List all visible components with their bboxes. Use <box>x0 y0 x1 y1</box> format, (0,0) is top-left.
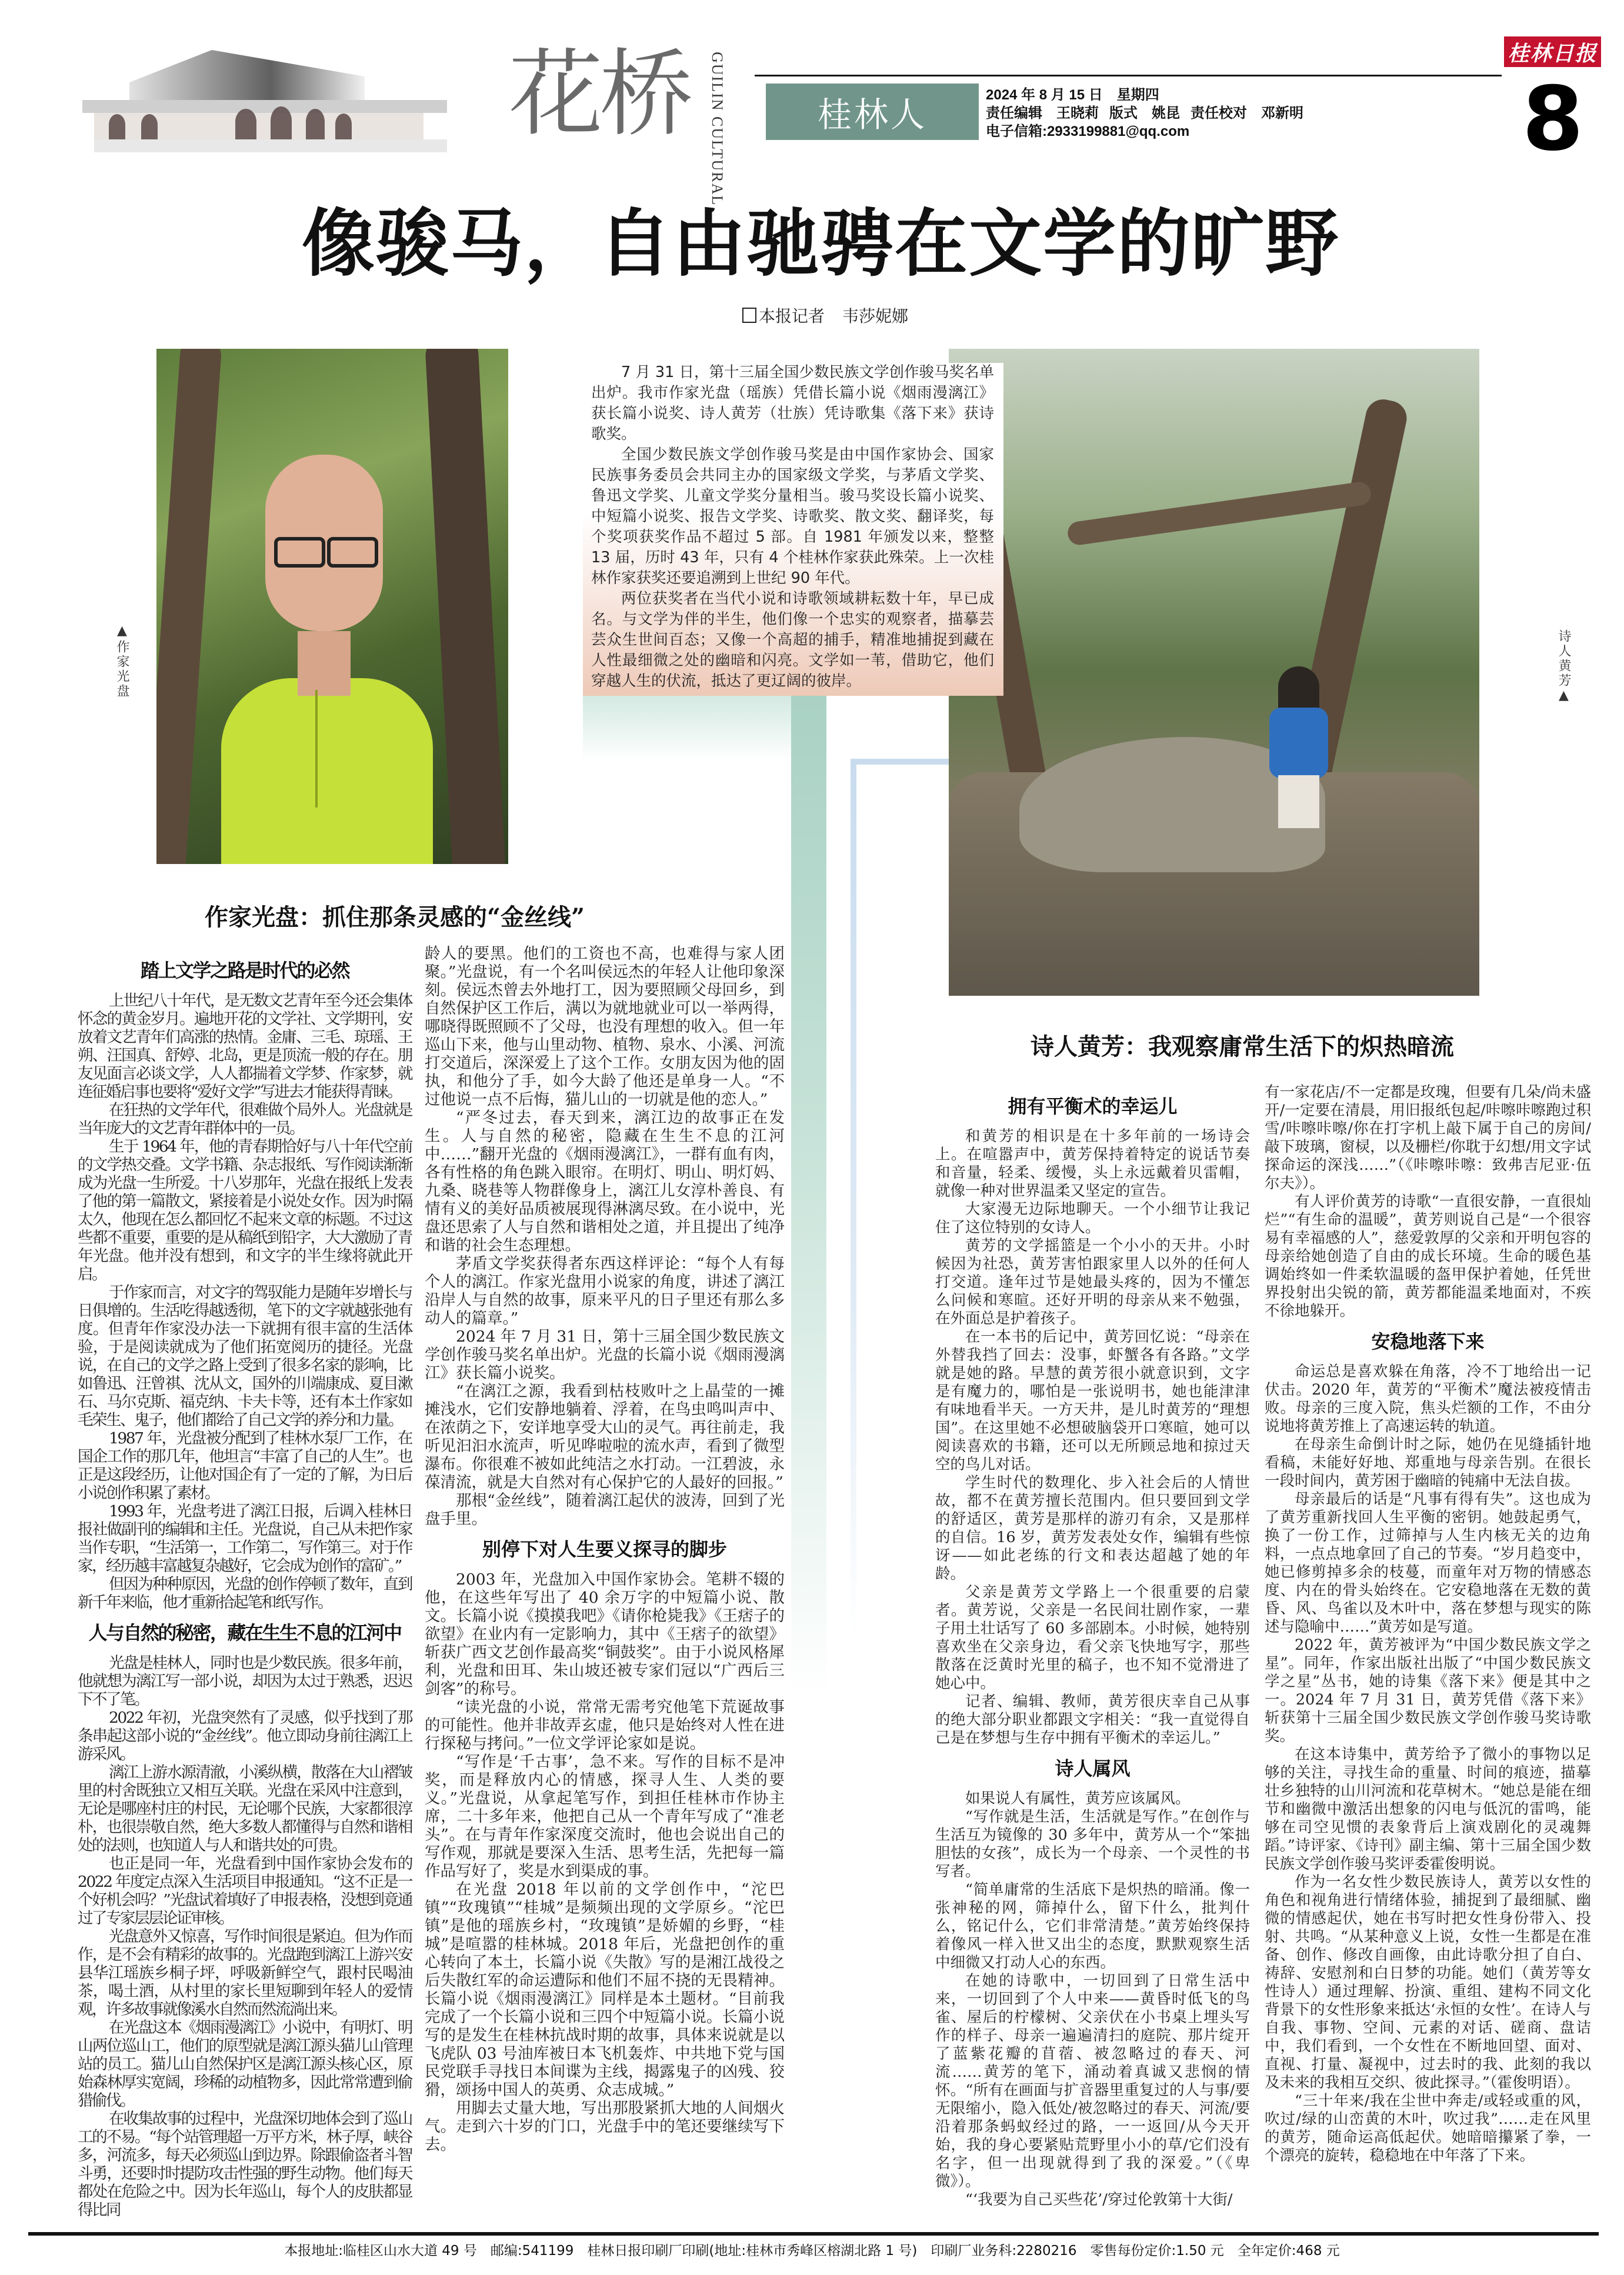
paragraph: 茅盾文学奖获得者东西这样评论：“每个人有每个人的漓江。作家光盘用小说家的角度，讲述了漓江沿岸人与自然的故事，原来平凡的日子里还有那么多动人的篇章。” <box>425 1255 785 1327</box>
paragraph: 大家漫无边际地聊天。一个小细节让我记住了这位特别的女诗人。 <box>935 1200 1250 1236</box>
decorative-band <box>583 696 826 760</box>
page-number: 8 <box>1522 68 1584 171</box>
paragraph: “在漓江之源，我看到枯枝败叶之上晶莹的一摊摊浅水，它们安静地躺着、浮着，在鸟虫鸣叫声中、在浓荫之下，安详地享受大山的灵气。再往前走，我听见汩汩水流声，听见哗啦啦的流水声，看到了微型瀑布。你很难不被如此纯洁之水打动。一江碧波，永葆清流，就是大自然对有心保护它的人最好的回报。” <box>425 1382 785 1492</box>
editor-credit: 责任校对 邓新明 <box>1191 105 1303 121</box>
decorative-line <box>851 759 949 765</box>
paragraph: 1987 年，光盘被分配到了桂林水泵厂工作，在国企工作的那几年，他坦言“丰富了自己的人生”。也正是这段经历，让他对国企有了一定的了解，为日后小说创作积累了素材。 <box>78 1429 412 1502</box>
paragraph: 但因为种种原因，光盘的创作停顿了数年，直到新千年来临，他才重新拾起笔和纸写作。 <box>78 1575 412 1612</box>
paragraph: 和黄芳的相识是在十多年前的一场诗会上。在喧嚣声中，黄芳保持着特定的说话节奏和音量，轻柔、缓慢，头上永远戴着贝雷帽，就像一种对世界温柔又坚定的宣告。 <box>935 1128 1250 1200</box>
paragraph: “‘我要为自己买些花’/穿过伦敦第十大街/ <box>965 2191 1233 2209</box>
paragraph: “写作就是生活，生活就是写作。”在创作与生活互为镜像的 30 多年中，黄芳从一个“笨拙胆怯的女孩”，成长为一个母亲、一个灵性的书写者。 <box>935 1808 1250 1880</box>
paragraph: 在光盘 2018 年以前的文学创作中，“沱巴镇”“玫瑰镇”“桂城”是频频出现的文学原乡。“沱巴镇”是他的瑶族乡村，“玫瑰镇”是娇媚的乡野，“桂城”是喧嚣的桂林城。2018 年后，光盘把创作的重心转向了本土，长篇小说《失散》写的是湘江战役之后失散红军的命运遭际和他们不屈不挠的无畏精神。长篇小说《烟雨漫漓江》同样是本土题材。“目前我完成了一个长篇小说和三四个中短篇小说。长篇小说写的是发生在桂林抗战时期的故事，具体来说就是以飞虎队 03 号油库被日本飞机轰炸、中共地下党与国民党联手寻找日本间谍为主线，揭露鬼子的凶残、狡猾，颂扬中国人的英勇、众志成城。” <box>425 1880 785 2099</box>
paragraph: 光盘是桂林人，同时也是少数民族。很多年前，他就想为漓江写一部小说，却因为太过于熟悉，迟迟下不了笔。 <box>78 1654 412 1709</box>
article-column <box>1265 1083 1591 2165</box>
editor-credits <box>986 104 1314 122</box>
paragraph: 2022 年，黄芳被评为“中国少数民族文学之星”。同年，作家出版社出版了“中国少数民族文学之星”丛书，她的诗集《落下来》便是其中之一。2024 年 7 月 31 日，黄芳凭借《落下来》斩获第十三届全国少数民族文学创作骏马奖诗歌奖。 <box>1265 1636 1591 1745</box>
photo-caption: 诗人黄芳▲ <box>1556 629 1571 705</box>
issue-info <box>986 86 1314 141</box>
paragraph: 在收集故事的过程中，光盘深切地体会到了巡山工的不易。“每个站管理超一万平方米，林子厚，峡谷多，河流多，每天必须巡山到边界。除跟偷盗者斗智斗勇，还要时时提防攻击性强的野生动物。他们每天都处在危险之中。因为长年巡山，每个人的皮肤都显得比同 <box>78 2110 412 2219</box>
newspaper-logo: 桂林日报 <box>1504 36 1601 67</box>
article-title-huang-fang: 诗人黄芳：我观察庸常生活下的炽热暗流 <box>1031 1033 1454 1060</box>
paragraph: 光盘意外又惊喜，写作时间很是紧迫。但为作而作，是不会有精彩的故事的。光盘跑到漓江上游兴安县华江瑶族乡桐子坪，呼吸新鲜空气，跟村民喝油茶，喝土酒，从村里的家长里短聊到年轻人的爱情观，许多故事就像溪水自然而然流淌出来。 <box>78 1927 412 2019</box>
paragraph: 父亲是黄芳文学路上一个很重要的启蒙者。黄芳说，父亲是一名民间壮剧作家，一辈子用土壮话写了 60 多部剧本。小时候，她特别喜欢坐在父亲身边，看父亲飞快地写字，那些散落在泛黄时光里的稿子，也不知不觉滑进了她心中。 <box>935 1583 1250 1692</box>
paragraph: “写作是‘千古事’，急不来。写作的目标不是冲奖，而是释放内心的情感，探寻人生、人类的要义。”光盘说，从拿起笔写作，到担任桂林市作协主席，二十多年来，他把自己从一个青年写成了“准老头”。在与青年作家深度交流时，他也会说出自己的写作观，那就是要深入生活、思考生活，先把每一篇作品写好了，奖是水到渠成的事。 <box>425 1753 785 1880</box>
paragraph: “严冬过去，春天到来，漓江边的故事正在发生。人与自然的秘密，隐藏在生生不息的江河中……”翻开光盘的《烟雨漫漓江》，一群有血有肉，各有性格的角色跳入眼帘。在明灯、明山、明灯妈、九桑、晓巷等人物群像身上，漓江儿女淳朴善良、有情有义的美好品质被展现得淋漓尽致。在小说中，光盘还思索了人与自然和谐相处之道，并且提出了纯净和谐的社会生态理想。 <box>425 1109 785 1255</box>
headline: 像骏马，自由驰骋在文学的旷野 <box>301 202 1339 286</box>
paragraph: 2022 年初，光盘突然有了灵感，似乎找到了那条串起这部小说的“金丝线”。他立即动身前往漓江上游采风。 <box>78 1709 412 1763</box>
paragraph: 记者、编辑、教师，黄芳很庆幸自己从事的绝大部分职业都跟文字相关：“我一直觉得自己是在梦想与生存中拥有平衡术的幸运儿。” <box>935 1693 1250 1747</box>
byline-box-icon <box>742 308 756 323</box>
paragraph: 在一本书的后记中，黄芳回忆说：“母亲在外替我挡了回去：没事，虾蟹各有各路。”文学就是她的路。早慧的黄芳很小就意识到，文字是有魔力的，哪怕是一张说明书，她也能津津有味地看半天。一方天井，是儿时黄芳的“理想国”。在这里她不必想破脑袋开口寒暄，她可以阅读喜欢的书籍，还可以无所顾忌地和掠过天空的鸟儿对话。 <box>935 1328 1250 1473</box>
section-heading: 别停下对人生要义探寻的脚步 <box>482 1538 727 1560</box>
paragraph: 2003 年，光盘加入中国作家协会。笔耕不辍的他，在这些年写出了 40 余万字的中短篇小说、散文。长篇小说《摸摸我吧》《请你枪毙我》《王痞子的欲望》在业内有一定影响力，其中《王痞子的欲望》斩获广西文艺创作最高奖“铜鼓奖”。由于小说风格犀利，光盘和田耳、朱山坡还被专家们冠以“广西后三剑客”的称号。 <box>425 1570 785 1698</box>
intro-lead <box>591 362 994 692</box>
intro-paragraph: 全国少数民族文学创作骏马奖是由中国作家协会、国家民族事务委员会共同主办的国家级文学奖，与茅盾文学奖、鲁迅文学奖、儿童文学奖分量相当。骏马奖设长篇小说奖、中短篇小说奖、报告文学奖、诗歌奖、散文奖、翻译奖，每个奖项获奖作品不超过 5 部。自 1981 年颁发以来，整整 13 届，历时 43 年，只有 4 个桂林作家获此殊荣。上一次桂林作家获奖还要追溯到上世纪 90 年代。 <box>591 446 994 587</box>
issue-date: 2024 年 8 月 15 日 星期四 <box>986 87 1159 103</box>
paragraph: 命运总是喜欢躲在角落，冷不丁地给出一记伏击。2020 年，黄芳的“平衡术”魔法被疫情击败。母亲的三度入院，焦头烂额的工作，不由分说地将黄芳推上了高速运转的轨道。 <box>1265 1363 1591 1435</box>
paragraph: 在这本诗集中，黄芳给予了微小的事物以足够的关注，寻找生命的重量、时间的痕迹，描摹壮乡独特的山川河流和花草树木。“她总是能在细节和幽微中激活出想象的闪电与低沉的雷鸣，能够在司空见惯的表象背后上演戏剧化的灵魂舞蹈。”诗评家、《诗刊》副主编、第十三届全国少数民族文学创作骏马奖评委霍俊明说。 <box>1265 1746 1591 1873</box>
paragraph: 在她的诗歌中，一切回到了日常生活中来，一切回到了个人中来——黄昏时低飞的鸟雀、屋后的柠檬树、父亲伏在小书桌上埋头写作的样子、母亲一遍遍清扫的庭院、那片绽开了蓝紫花瓣的苜蓿、被忽略过的春天、河流……黄芳的笔下，涌动着真诚又悲悯的情怀。“所有在画面与扩音器里重复过的人与事/要无限缩小，隐入低处/被忽略过的春天、河流/要沿着那条蚂蚁经过的路，一一返回/从今天开始，我的身心要紧贴荒野里小小的草/它们没有名字，但一出现就得到了我的深爱。”（《卑微》）。 <box>935 1972 1250 2190</box>
editor-credit: 版式 姚昆 <box>1109 105 1180 121</box>
section-heading: 诗人属风 <box>1055 1757 1131 1780</box>
paragraph: 于作家而言，对文字的驾驭能力是随年岁增长与日俱增的。生活吃得越透彻，笔下的文字就越张弛有度。但青年作家没办法一下就拥有很丰富的生活体验，于是阅读就成为了他们拓宽阅历的捷径。光盘说，在自己的文学之路上受到了很多名家的影响，比如鲁迅、汪曾祺、沈从文，国外的川端康成、夏目漱石、马尔克斯、福克纳、卡夫卡等，还有本土作家如毛荣生、鬼子，他们都给了自己文学的养分和力量。 <box>78 1283 412 1429</box>
contact-email: 电子信箱:2933199881@qq.com <box>986 124 1190 139</box>
section-heading: 安稳地落下来 <box>1371 1330 1485 1353</box>
photo-guang-pan <box>156 349 508 864</box>
section-heading: 拥有平衡术的幸运儿 <box>1008 1095 1178 1118</box>
footer-divider <box>28 2232 1599 2236</box>
paragraph: 用脚去丈量大地，写出那股紧抓大地的人间烟火气。走到六十岁的门口，光盘手中的笔还要继续写下去。 <box>425 2099 785 2154</box>
paragraph: 生于 1964 年，他的青春期恰好与八十年代空前的文学热交叠。文学书籍、杂志报纸、写作阅读渐渐成为光盘一生所爱。十八岁那年，光盘在报纸上发表了他的第一篇散文，紧接着是小说处女作。因为时隔太久，他现在怎么都回忆不起来文章的标题。不过这些都不重要，重要的是从稿纸到铅字，大大激励了青年光盘。他并没有想到，和文字的半生缘将就此开启。 <box>78 1138 412 1283</box>
paragraph: 学生时代的数理化、步入社会后的人情世故，都不在黄芳擅长范围内。但只要回到文学的舒适区，黄芳是那样的游刃有余，又是那样的自信。16 岁，黄芳发表处女作，编辑有些惊讶——如此老练的行文和表达超越了她的年龄。 <box>935 1474 1250 1583</box>
column-brand-title: 花桥 <box>509 39 691 149</box>
paragraph: 那根“金丝线”，随着漓江起伏的波涛，回到了光盘手里。 <box>425 1492 785 1528</box>
publication-footer: 本报地址:临桂区山水大道 49 号 邮编:541199 桂林日报印刷厂印刷(地址:桂林市秀峰区榕湖北路 1 号) 印刷厂业务科:2280216 零售每份定价:1.50 元 全年定价:468 元 <box>284 2243 1340 2259</box>
paragraph: 在母亲生命倒计时之际，她仍在见缝插针地看稿，未能好好地、郑重地与母亲告别。在很长一段时间内，黄芳困于幽暗的钝痛中无法自拔。 <box>1265 1436 1591 1490</box>
photo-caption: ▲作家光盘 <box>115 623 129 699</box>
section-heading: 踏上文学之路是时代的必然 <box>140 959 349 982</box>
column-brand-subtitle: GUILIN CULTURAL <box>709 52 726 206</box>
header-divider <box>755 75 1502 76</box>
intro-paragraph: 7 月 31 日，第十三届全国少数民族文学创作骏马奖名单出炉。我市作家光盘（瑶族）凭借长篇小说《烟雨漫漓江》获长篇小说奖、诗人黄芳（壮族）凭诗歌集《落下来》获诗歌奖。 <box>591 363 994 443</box>
section-heading: 人与自然的秘密，藏在生生不息的江河中 <box>88 1622 401 1644</box>
article-column <box>78 959 412 2219</box>
paragraph: 龄人的要黑。他们的工资也不高，也难得与家人团聚。”光盘说，有一个名叫侯远杰的年轻人让他印象深刻。侯远杰曾去外地打工，因为要照顾父母回乡，到自然保护区工作后，满以为就地就业可以一举两得，哪晓得既照顾不了父母，也没有理想的收入。但一年巡山下来，他与山里动物、植物、泉水、小溪、河流打交道后，深深爱上了这个工作。女朋友因为他的固执，和他分了手，如今大龄了他还是单身一人。“不过他说一点不后悔，猫儿山的一切就是他的恋人。” <box>425 945 785 1109</box>
article-column <box>935 1085 1250 2209</box>
paragraph: “三十年来/我在尘世中奔走/或轻或重的风，吹过/绿的山峦黄的木叶，吹过我”……走在风里的黄芳，随命运高低起伏。她暗暗攥紧了拳，一个漂亮的旋转，稳稳地在中年落了下来。 <box>1265 2092 1591 2164</box>
editor-credit: 责任编辑 王晓莉 <box>986 105 1099 121</box>
article-column <box>425 945 785 2154</box>
section-label: 桂林人 <box>766 84 979 140</box>
byline <box>742 303 908 327</box>
paragraph: “简单庸常的生活底下是炽热的暗涌。像一张神秘的网，筛掉什么，留下什么，批判什么，铭记什么，它们非常清楚。”黄芳始终保持着像风一样入世又出尘的态度，默默观察生活中细微又打动人心的东西。 <box>935 1881 1250 1972</box>
bridge-illustration <box>59 44 482 162</box>
decorative-line <box>851 759 856 1641</box>
paragraph: 如果说人有属性，黄芳应该属风。 <box>965 1790 1191 1807</box>
paragraph: 作为一名女性少数民族诗人，黄芳以女性的角色和视角进行情绪体验，捕捉到了最细腻、幽微的情感起伏，她在书写时把女性身份带入、投射、共鸣。“从某种意义上说，女性一生都是在准备、创作、修改自画像，由此诗歌分担了自白、祷辞、安慰剂和白日梦的功能。她们（黄芳等女性诗人）通过理解、扮演、重组、建构不同文化背景下的女性形象来抵达‘永恒的女性’。在诗人与自我、事物、空间、元素的对话、磋商、盘诘中，我们看到，一个女性在不断地回望、面对、直视、打量、凝视中，过去时的我、此刻的我以及未来的我相互交织、彼此探寻。”（霍俊明语）。 <box>1265 1873 1591 2091</box>
paragraph: 在狂热的文学年代，很难做个局外人。光盘就是当年庞大的文艺青年群体中的一员。 <box>78 1101 412 1138</box>
paragraph: 也正是同一年，光盘看到中国作家协会发布的 2022 年度定点深入生活项目申报通知。“这不正是一个好机会吗？”光盘试着填好了申报表格，没想到竟通过了专家层层论证审核。 <box>78 1854 412 1927</box>
paragraph: 漓江上游水源清澈，小溪纵横，散落在大山褶皱里的村舍既独立又相互关联。光盘在采风中注意到，无论是哪座村庄的村民，无论哪个民族，大家都很淳朴，也很崇敬自然，绝大多数人都懂得与自然和谐相处的法则，也知道人与人和谐共处的可贵。 <box>78 1763 412 1854</box>
paragraph: “读光盘的小说，常常无需考究他笔下荒诞故事的可能性。他并非故弄玄虚，他只是始终对人性在进行探秘与拷问。”一位文学评论家如是说。 <box>425 1698 785 1753</box>
byline-role: 本报记者 <box>759 306 825 326</box>
paragraph: 上世纪八十年代，是无数文艺青年至今还会集体怀念的黄金岁月。遍地开花的文学社、文学期刊，安放着文艺青年们高涨的热情。金庸、三毛、琼瑶、王朔、汪国真、舒婷、北岛，更是顶流一般的存在。朋友见面言必谈文学，人人都揣着文学梦、作家梦，就连征婚启事也要将“爱好文学”写进去才能获得青睐。 <box>78 992 412 1101</box>
paragraph: 有人评价黄芳的诗歌“一直很安静，一直很灿烂”“有生命的温暖”，黄芳则说自己是“一个很容易有幸福感的人”，慈爱敦厚的父亲和开明包容的母亲给她创造了自由的成长环境。生命的暖色基调始终如一件柔软温暖的盔甲保护着她，任凭世界投射出尖锐的箭，黄芳都能温柔地面对，不疾不徐地躲开。 <box>1265 1193 1591 1320</box>
byline-name: 韦莎妮娜 <box>842 306 909 326</box>
photo-huang-fang <box>949 349 1479 996</box>
paragraph: 母亲最后的话是“凡事有得有失”。这也成为了黄芳重新找回人生平衡的密钥。她鼓起勇气，换了一份工作，过筛掉与人生内核无关的边角料，一点点地拿回了自己的节奏。“岁月趋变中，她已修剪掉多余的枝蔓，而童年对万物的情感态度、内在的骨头始终在。它安稳地落在无数的黄昏、风、鸟雀以及木叶中，落在梦想与现实的陈述与隐喻中……”黄芳如是写道。 <box>1265 1490 1591 1636</box>
paragraph: 有一家花店/不一定都是玫瑰，但要有几朵/尚未盛开/一定要在清晨，用旧报纸包起/咔嚓咔嚓跑过积雪/咔嚓咔嚓/你在打字机上敲下属于自己的房间/敲下玻璃，窗棂，以及栅栏/你耽于幻想/用文字试探命运的深浅……”（《咔嚓咔嚓：致弗吉尼亚·伍尔夫》）。 <box>1265 1083 1591 1192</box>
article-title-guang-pan: 作家光盘：抓住那条灵感的“金丝线” <box>205 903 585 931</box>
paragraph: 在光盘这本《烟雨漫漓江》小说中，有明灯、明山两位巡山工，他们的原型就是漓江源头猫儿山管理站的员工。猫儿山自然保护区是漓江源头核心区，原始森林厚实宽阔，珍稀的动植物多，因此常常遭到偷猎偷伐。 <box>78 2019 412 2110</box>
paragraph: 2024 年 7 月 31 日，第十三届全国少数民族文学创作骏马奖名单出炉。光盘的长篇小说《烟雨漫漓江》获长篇小说奖。 <box>425 1327 785 1382</box>
paragraph: 黄芳的文学摇篮是一个小小的天井。小时候因为社恐，黄芳害怕跟家里人以外的任何人打交道。逢年过节是她最头疼的，因为不懂怎么问候和寒暄。还好开明的母亲从来不勉强，在外面总是护着孩子。 <box>935 1237 1250 1327</box>
paragraph: 1993 年，光盘考进了漓江日报，后调入桂林日报社做副刊的编辑和主任。光盘说，自己从未把作家当作专职，“生活第一，工作第二，写作第三。对于作家，经历越丰富越复杂越好，它会成为创作的富矿。” <box>78 1502 412 1575</box>
decorative-band <box>791 696 826 1696</box>
intro-paragraph: 两位获奖者在当代小说和诗歌领域耕耘数十年，早已成名。与文学为伴的半生，他们像一个忠实的观察者，描摹芸芸众生世间百态；又像一个高超的捕手，精准地捕捉到藏在人性最细微之处的幽暗和闪亮。文学如一苇，借助它，他们穿越人生的伏流，抵达了更辽阔的彼岸。 <box>591 590 994 690</box>
